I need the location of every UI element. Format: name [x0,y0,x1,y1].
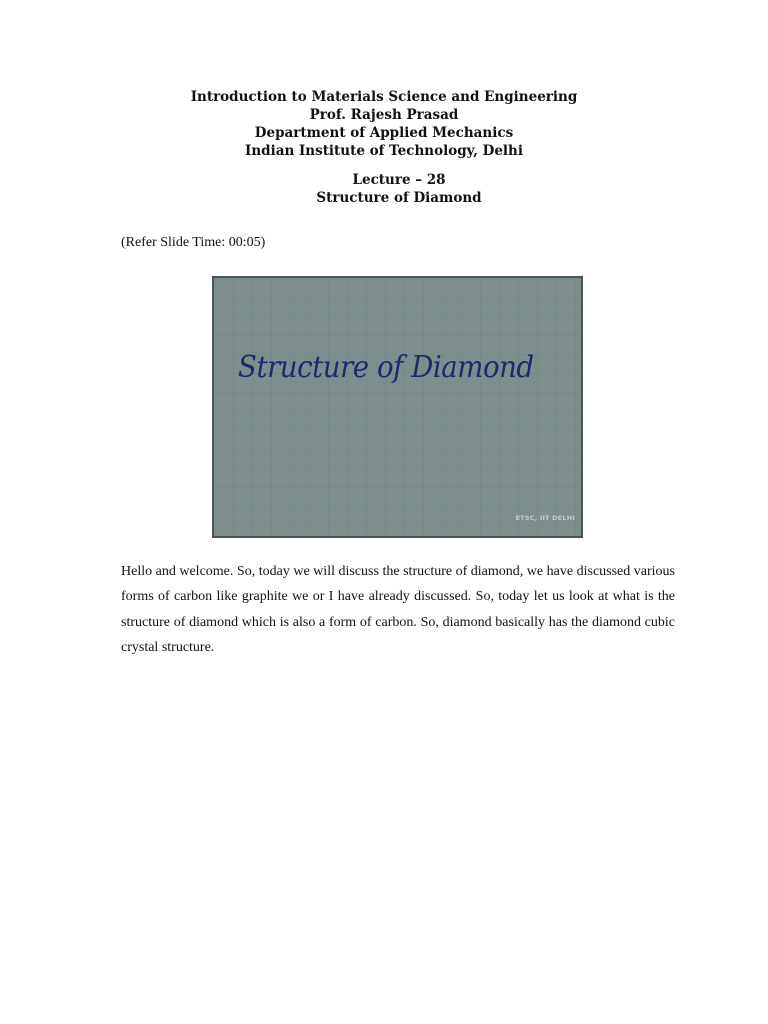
lecture-slide-image [212,276,583,538]
transcript-paragraph: Hello and welcome. So, today we will discuss the structure of diamond, we have discussed various forms of carbon like graphite we or I have already discussed. So, today let us look at what is the structure of diamond which is also a form of carbon. So, diamond basically has the diamond cubic crystal structure. [121,564,675,655]
slide-handwritten-title: Structure of Diamond [238,350,534,385]
lecture-number: Lecture – 28 [352,172,446,188]
lecture-heading [0,171,768,207]
course-title: Introduction to Materials Science and Engineering [190,89,578,105]
slide-time-reference: (Refer Slide Time: 00:05) [121,235,266,250]
slide-watermark: ETSC, IIT DELHI [515,514,575,522]
department-name: Department of Applied Mechanics [254,125,514,141]
professor-name: Prof. Rajesh Prasad [309,107,459,123]
lecture-topic: Structure of Diamond [316,190,482,206]
institute-name: Indian Institute of Technology, Delhi [245,143,523,159]
document-header [0,88,768,160]
